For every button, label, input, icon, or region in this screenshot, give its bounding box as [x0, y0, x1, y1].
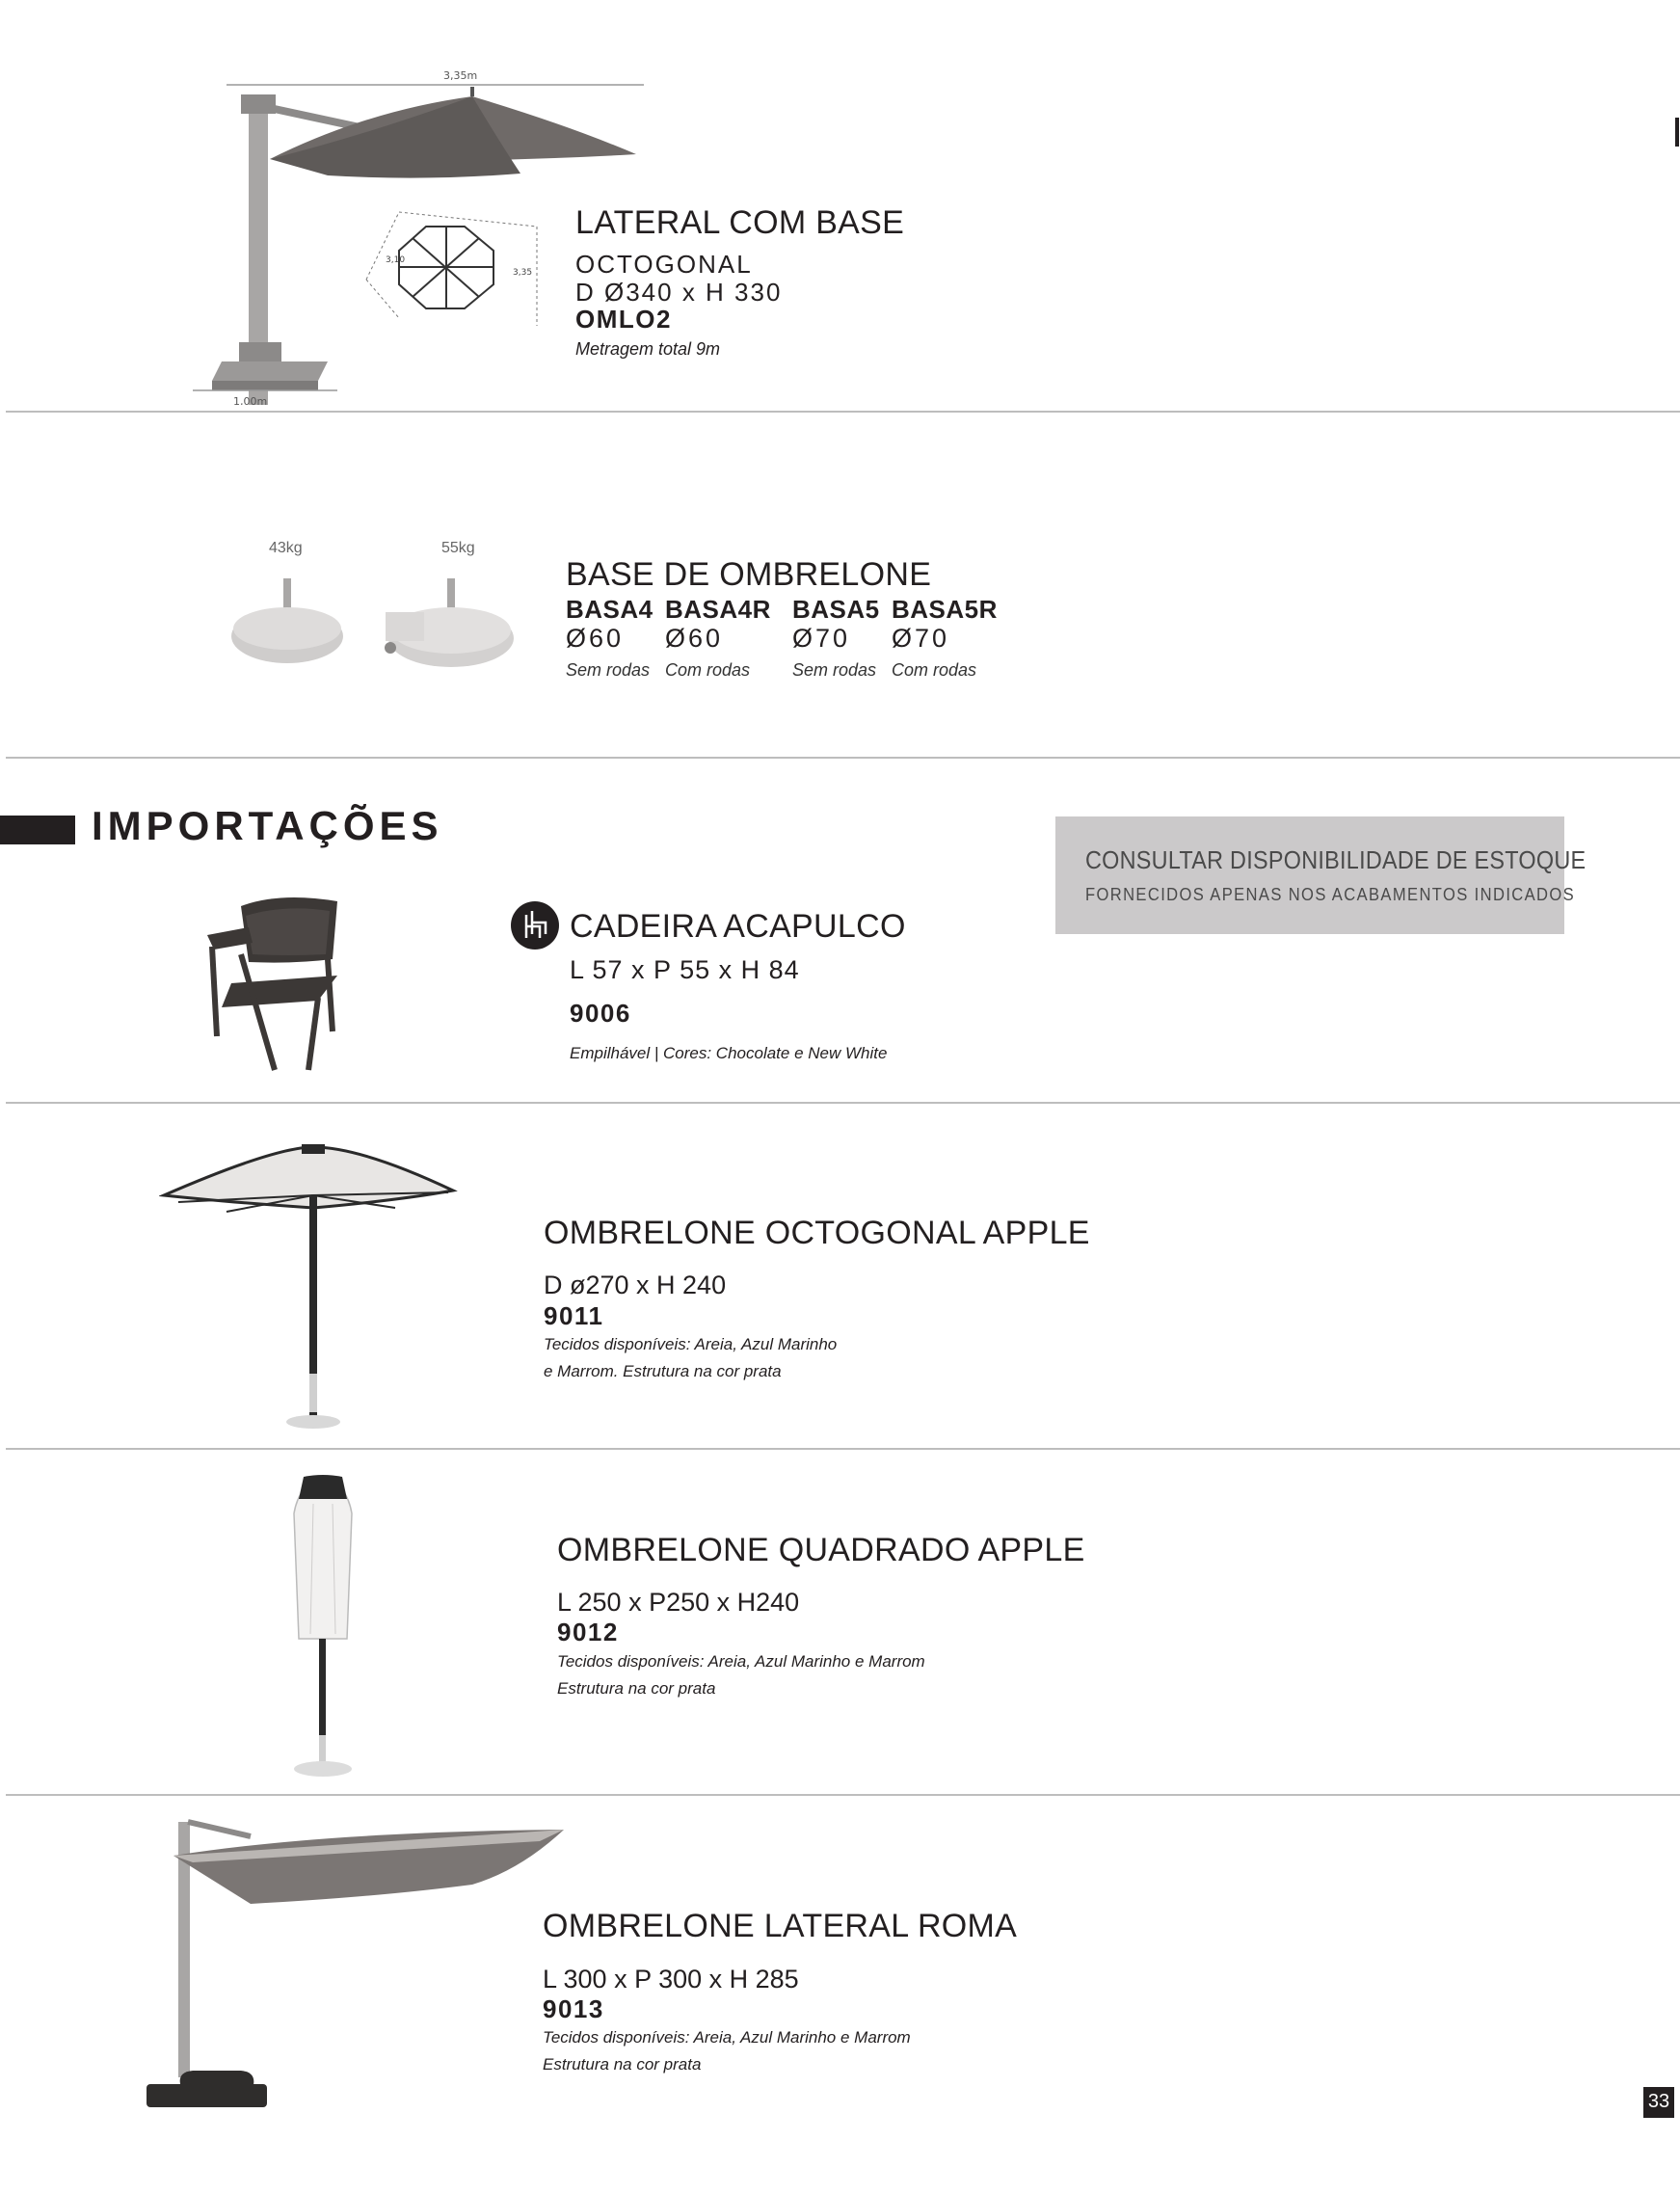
- base-variant-code: BASA5R: [892, 595, 998, 624]
- base-variant: [892, 597, 998, 679]
- acapulco-chair-image: [202, 887, 347, 1075]
- edge-marker: [1675, 118, 1679, 147]
- acapulco-dims: L 57 x P 55 x H 84: [570, 955, 800, 984]
- divider-4: [6, 1448, 1680, 1450]
- base-variant-note: Sem rodas: [792, 660, 877, 680]
- dim-top-label: 3,35m: [443, 69, 478, 82]
- stackable-chairs-icon: [511, 901, 559, 950]
- base-variant-code: BASA4: [566, 595, 653, 624]
- lateral-roma-image: [135, 1812, 569, 2121]
- weight-label-2: 55kg: [441, 540, 475, 556]
- octogonal-apple-image: [159, 1142, 458, 1436]
- lateral-base-title: LATERAL COM BASE: [575, 204, 905, 241]
- base-variant-note: Sem rodas: [566, 660, 651, 680]
- octogonal-apple-dims: D ø270 x H 240: [544, 1271, 727, 1299]
- quadrado-apple-note-2: Estrutura na cor prata: [557, 1679, 716, 1698]
- acapulco-title: CADEIRA ACAPULCO: [570, 908, 906, 945]
- svg-text:3,10: 3,10: [386, 255, 406, 265]
- lateral-roma-note-1: Tecidos disponíveis: Areia, Azul Marinho e Marrom: [543, 2028, 911, 2047]
- dim-base-label: 1,00m: [233, 395, 268, 405]
- quadrado-apple-title: OMBRELONE QUADRADO APPLE: [557, 1532, 1085, 1568]
- octogonal-apple-title: OMBRELONE OCTOGONAL APPLE: [544, 1215, 1090, 1251]
- divider-2: [6, 757, 1680, 759]
- stackable-chairs-glyph: [511, 901, 559, 950]
- octagon-plan-diagram: [359, 202, 551, 333]
- lateral-base-code: OMLO2: [575, 305, 672, 334]
- section-heading: IMPORTAÇÕES: [92, 803, 443, 848]
- octogonal-apple-note-2: e Marrom. Estrutura na cor prata: [544, 1362, 782, 1380]
- base-variant: [665, 597, 771, 679]
- divider-5: [6, 1794, 1680, 1796]
- base-ombrelone-title: BASE DE OMBRELONE: [566, 556, 932, 593]
- octogonal-apple-note-1: Tecidos disponíveis: Areia, Azul Marinho: [544, 1335, 838, 1353]
- base-variant-diameter: Ø70: [892, 624, 950, 653]
- lateral-roma-title: OMBRELONE LATERAL ROMA: [543, 1908, 1018, 1944]
- weight-label-1: 43kg: [269, 540, 303, 556]
- base-variant-note: Com rodas: [665, 660, 751, 680]
- lateral-roma-dims: L 300 x P 300 x H 285: [543, 1965, 799, 1993]
- section-bar: [0, 816, 75, 844]
- octogonal-apple-code: 9011: [544, 1301, 604, 1330]
- divider-3: [6, 1102, 1680, 1104]
- acapulco-note: Empilhável | Cores: Chocolate e New White: [570, 1044, 888, 1062]
- stock-notice-line1: CONSULTAR DISPONIBILIDADE DE ESTOQUE: [1085, 845, 1587, 874]
- quadrado-apple-image: [280, 1475, 366, 1783]
- page-number-badge: [1643, 2087, 1674, 2118]
- base-images: [222, 569, 530, 675]
- acapulco-code: 9006: [570, 999, 631, 1028]
- base-variant-diameter: Ø60: [566, 624, 625, 653]
- lateral-base-note: Metragem total 9m: [575, 339, 721, 359]
- base-variant: [566, 597, 653, 679]
- base-variant: [792, 597, 880, 679]
- stock-notice-line2: FORNECIDOS APENAS NOS ACABAMENTOS INDICADOS: [1085, 885, 1576, 904]
- base-variant-code: BASA4R: [665, 595, 771, 624]
- lateral-base-dims: D Ø340 x H 330: [575, 278, 783, 307]
- lateral-roma-note-2: Estrutura na cor prata: [543, 2055, 702, 2074]
- svg-text:3,35: 3,35: [513, 268, 533, 278]
- base-variant-note: Com rodas: [892, 660, 977, 680]
- quadrado-apple-note-1: Tecidos disponíveis: Areia, Azul Marinho e Marrom: [557, 1652, 925, 1671]
- stock-notice-box: [1055, 816, 1587, 934]
- page-number: 33: [1647, 2091, 1670, 2112]
- lateral-base-subtitle: OCTOGONAL: [575, 250, 753, 279]
- divider-1: [6, 411, 1680, 413]
- lateral-roma-code: 9013: [543, 1994, 604, 2023]
- quadrado-apple-dims: L 250 x P250 x H240: [557, 1588, 800, 1617]
- base-variant-diameter: Ø70: [792, 624, 851, 653]
- base-variant-code: BASA5: [792, 595, 880, 624]
- quadrado-apple-code: 9012: [557, 1618, 619, 1646]
- base-variant-diameter: Ø60: [665, 624, 724, 653]
